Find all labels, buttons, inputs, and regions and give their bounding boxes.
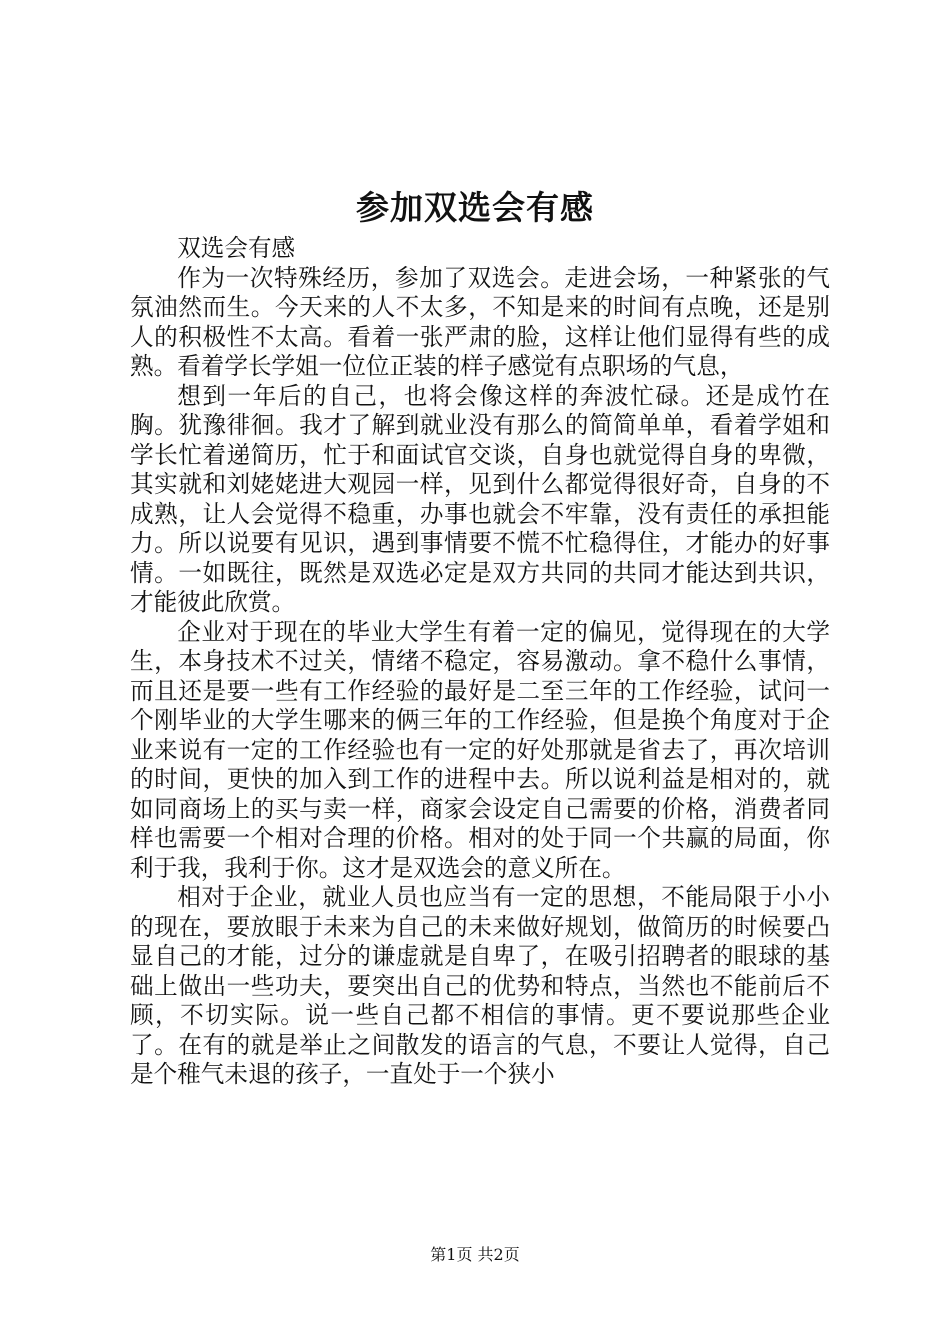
document-title: 参加双选会有感	[356, 188, 594, 227]
document-body	[130, 234, 830, 1090]
page-footer: 第1页 共2页	[430, 1245, 520, 1264]
paragraph: 相对于企业，就业人员也应当有一定的思想，不能局限于小小的现在，要放眼于未来为自己的未来做好规划，做简历的时候要凸显自己的才能，过分的谦虚就是自卑了，在吸引招聘者的眼球的基础上做出一些功夫，要突出自己的优势和特点，当然也不能前后不顾，不切实际。说一些自己都不相信的事情。更不要说那些企业了。在有的就是举止之间散发的语言的气息，不要让人觉得，自己是个稚气未退的孩子，一直处于一个狭小	[130, 883, 830, 1088]
paragraph: 作为一次特殊经历，参加了双选会。走进会场，一种紧张的气氛油然而生。今天来的人不太多，不知是来的时间有点晚，还是别人的积极性不太高。看着一张严肃的脸，这样让他们显得有些的成熟。看着学长学姐一位位正装的样子感觉有点职场的气息，	[130, 263, 830, 380]
paragraph: 企业对于现在的毕业大学生有着一定的偏见，觉得现在的大学生，本身技术不过关，情绪不稳定，容易激动。拿不稳什么事情，而且还是要一些有工作经验的最好是二至三年的工作经验，试问一个刚毕业的大学生哪来的俩三年的工作经验，但是换个角度对于企业来说有一定的工作经验也有一定的好处那就是省去了，再次培训的时间，更快的加入到工作的进程中去。所以说利益是相对的，就如同商场上的买与卖一样，商家会设定自己需要的价格，消费者同样也需要一个相对合理的价格。相对的处于同一个共赢的局面，你利于我，我利于你。这才是双选会的意义所在。	[130, 617, 830, 882]
paragraph: 想到一年后的自己，也将会像这样的奔波忙碌。还是成竹在胸。犹豫徘徊。我才了解到就业没有那么的简简单单，看着学姐和学长忙着递简历，忙于和面试官交谈，自身也就觉得自身的卑微，其实就和刘姥姥进大观园一样，见到什么都觉得很好奇，自身的不成熟，让人会觉得不稳重，办事也就会不牢靠，没有责任的承担能力。所以说要有见识，遇到事情要不慌不忙稳得住，才能办的好事情。一如既往，既然是双选必定是双方共同的共同才能达到共识，才能彼此欣赏。	[130, 381, 830, 616]
paragraph-subtitle: 双选会有感	[177, 234, 296, 262]
